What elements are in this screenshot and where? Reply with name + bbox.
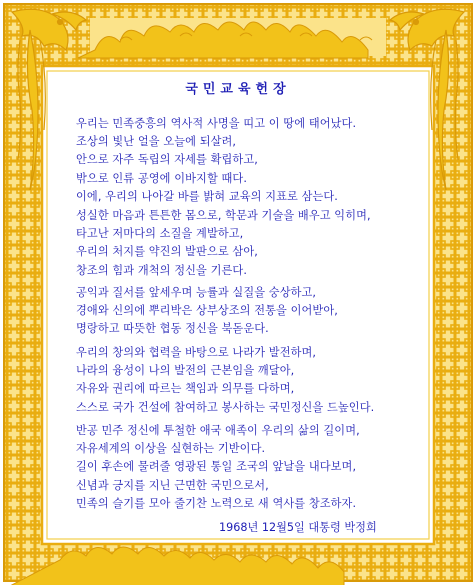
text-line: 조상의 빛난 얼을 오늘에 되살려, — [76, 135, 237, 149]
paragraph-2 — [76, 207, 371, 280]
paragraph-4 — [76, 344, 374, 417]
text-line: 명랑하고 따뜻한 협동 정신을 북돋운다. — [76, 322, 269, 336]
text-line: 나라의 융성이 나의 발전의 근본임을 깨달아, — [76, 364, 295, 378]
text-line: 안으로 자주 독립의 자세를 확립하고, — [76, 153, 258, 167]
text-line: 공익과 질서를 앞세우며 능률과 실질을 숭상하고, — [76, 286, 317, 299]
text-line: 우리는 민족중흥의 역사적 사명을 띠고 이 땅에 태어났다. — [76, 117, 357, 130]
text-line: 스스로 국가 건설에 참여하고 봉사하는 국민정신을 드높인다. — [76, 400, 375, 414]
text-line: 신념과 긍지를 지닌 근면한 국민으로서, — [76, 478, 269, 492]
text-line: 타고난 저마다의 소질을 계발하고, — [76, 227, 244, 241]
text-line: 이에, 우리의 나아갈 바를 밝혀 교육의 지표로 삼는다. — [76, 189, 338, 203]
text-line: 경애와 신의에 뿌리박은 상부상조의 전통을 이어받아, — [76, 304, 338, 318]
text-line: 자유와 권리에 따르는 책임과 의무를 다하며, — [76, 382, 295, 396]
signature: 1968년 12월5일 대통령 박정희 — [219, 521, 377, 534]
text-line: 길이 후손에 물려줄 영광된 통일 조국의 앞날을 내다보며, — [76, 460, 357, 474]
text-line: 우리의 처지를 약진의 발판으로 삼아, — [76, 245, 258, 259]
text-line: 민족의 슬기를 모아 줄기찬 노력으로 새 역사를 창조하자. — [76, 496, 357, 510]
text-line: 우리의 창의와 협력을 바탕으로 나라가 발전하며, — [76, 346, 317, 359]
text-line: 자유세계의 이상을 실현하는 기반이다. — [76, 442, 266, 456]
paragraph-3 — [76, 284, 338, 339]
page-title: 국민교육헌장 — [185, 82, 291, 97]
text-line: 반공 민주 정신에 투철한 애국 애족이 우리의 삶의 길이며, — [76, 424, 360, 437]
text-line: 창조의 힘과 개척의 정신을 기른다. — [76, 263, 247, 277]
paragraph-5 — [76, 422, 360, 513]
text-line: 성실한 마음과 튼튼한 몸으로, 학문과 기술을 배우고 익히며, — [76, 209, 371, 222]
text-line: 밖으로 인류 공영에 이바지할 때다. — [76, 171, 247, 185]
paragraph-1 — [76, 115, 356, 206]
